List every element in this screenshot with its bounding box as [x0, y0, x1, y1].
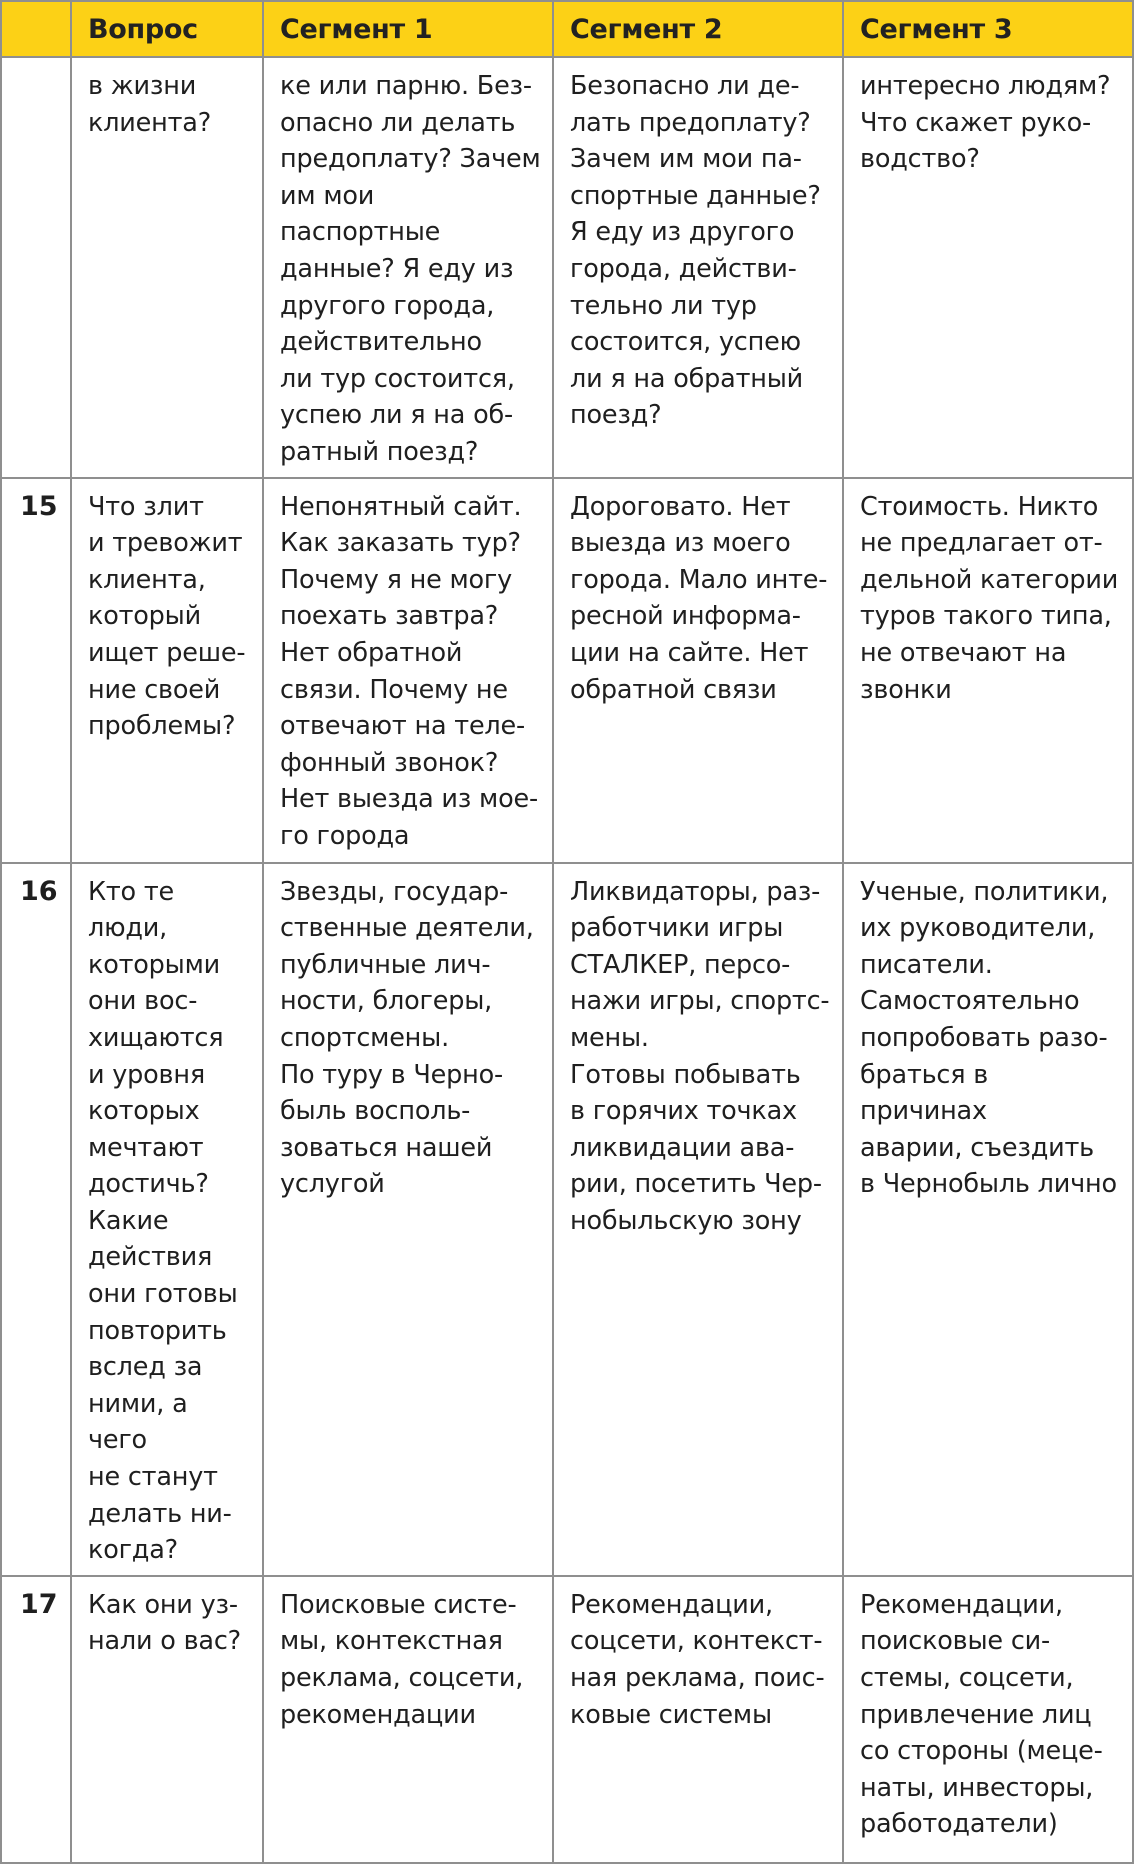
- question-text: Что злит и тревожит клиента, который ищет реше- ние своей проблемы?: [88, 491, 246, 742]
- segment-3-cell: [843, 478, 1133, 863]
- segment-3-text: Ученые, политики, их руководители, писатели. Самостоятельно попробовать разо- браться в причинах аварии, съездить в Чернобыль лично: [860, 876, 1117, 1200]
- segment-2-text: Безопасно ли де- лать предоплату? Зачем им мои па- спортные данные? Я еду из другого города, действи- тельно ли тур состоится, успею ли я на обратный поезд?: [570, 71, 821, 431]
- table-row: [1, 57, 1133, 478]
- row-number-cell: [1, 478, 71, 863]
- header-segment-1: Сегмент 1: [263, 1, 553, 57]
- header-segment-3: Сегмент 3: [843, 1, 1133, 57]
- question-text: в жизни клиента?: [88, 71, 212, 138]
- segment-3-text: Стоимость. Никто не предлагает от- дельной категории туров такого типа, не отвечают на звонки: [860, 491, 1119, 705]
- row-number-cell: [1, 57, 71, 478]
- header-number: [1, 1, 71, 57]
- question-text: Кто те люди, которыми они вос- хищаются и уровня которых мечтают достичь? Какие действия они готовы повторить вслед за ними, а чего не станут делать ни- когда?: [88, 876, 238, 1566]
- segment-1-text: ке или парню. Без- опасно ли делать предоплату? Зачем им мои паспортные данные? Я еду из другого города, действительно ли тур состоится, успею ли я на об- ратный поезд?: [280, 71, 541, 467]
- segment-1-text: Непонятный сайт. Как заказать тур? Почему я не могу поехать завтра? Нет обратной связи. Почему не отвечают на теле- фонный звонок? Нет выезда из мое- го города: [280, 491, 538, 851]
- segment-2-text: Дороговато. Нет выезда из моего города. Мало инте- ресной информа- ции на сайте. Нет обратной связи: [570, 491, 828, 705]
- segment-1-cell: [263, 1576, 553, 1863]
- header-question: Вопрос: [71, 1, 263, 57]
- segment-3-text: интересно людям? Что скажет руко- водство?: [860, 71, 1111, 175]
- question-cell: [71, 478, 263, 863]
- header-segment-2: Сегмент 2: [553, 1, 843, 57]
- row-number-cell: [1, 863, 71, 1576]
- segment-2-text: Ликвидаторы, раз- работчики игры СТАЛКЕР, персо- нажи игры, спортс- мены. Готовы побывать в горячих точках ликвидации ава- рии, посетить Чер- нобыльскую зону: [570, 876, 830, 1236]
- segment-3-cell: [843, 57, 1133, 478]
- question-text: Как они уз- нали о вас?: [88, 1589, 241, 1657]
- row-number: 16: [20, 875, 58, 907]
- segment-2-cell: [553, 863, 843, 1576]
- table-header-row: [1, 1, 1133, 57]
- row-number: 15: [20, 490, 58, 522]
- question-cell: [71, 1576, 263, 1863]
- segment-3-cell: [843, 1576, 1133, 1863]
- segment-1-text: Поисковые систе- мы, контекстная реклама, соцсети, рекомендации: [280, 1589, 524, 1730]
- segment-2-cell: [553, 1576, 843, 1863]
- question-cell: [71, 863, 263, 1576]
- question-cell: [71, 57, 263, 478]
- segment-3-text: Рекомендации, поисковые си- стемы, соцсети, привлечение лиц со стороны (меце- наты, инвесторы, работодатели): [860, 1589, 1103, 1840]
- segment-1-cell: [263, 57, 553, 478]
- row-number: [2, 58, 70, 68]
- table-row: [1, 1576, 1133, 1863]
- segment-1-text: Звезды, государ- ственные деятели, публичные лич- ности, блогеры, спортсмены. По туру в Черно- быль восполь- зоваться нашей услугой: [280, 876, 534, 1200]
- table-row: [1, 863, 1133, 1576]
- segment-2-text: Рекомендации, соцсети, контекст- ная реклама, поис- ковые системы: [570, 1589, 825, 1730]
- row-number-cell: [1, 1576, 71, 1863]
- segment-3-cell: [843, 863, 1133, 1576]
- row-number: 17: [20, 1588, 58, 1620]
- segment-1-cell: [263, 478, 553, 863]
- table-row: [1, 478, 1133, 863]
- segment-2-cell: [553, 57, 843, 478]
- segment-1-cell: [263, 863, 553, 1576]
- segment-2-cell: [553, 478, 843, 863]
